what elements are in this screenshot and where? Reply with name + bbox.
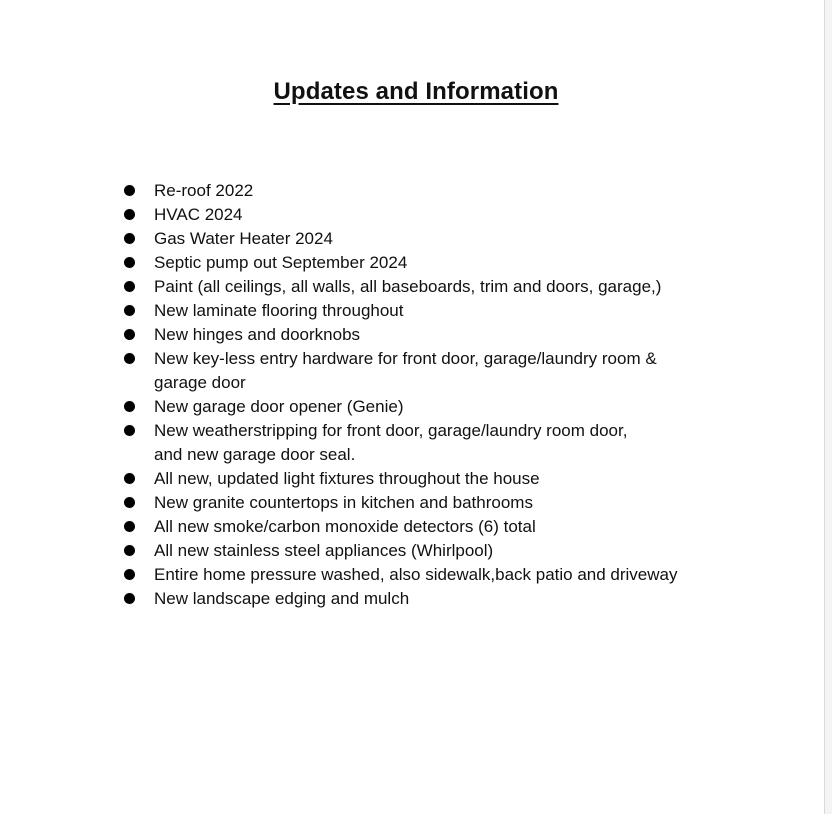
list-item-text: New garage door opener (Genie) <box>154 397 404 416</box>
bullet-icon <box>124 305 135 316</box>
list-item-text: New laminate flooring throughout <box>154 301 404 320</box>
page-edge-divider <box>824 0 832 814</box>
page-title: Updates and Information <box>273 78 559 105</box>
bullet-icon <box>124 473 135 484</box>
list-item <box>124 467 744 491</box>
list-item <box>124 587 744 611</box>
updates-list <box>124 179 744 611</box>
list-item <box>124 179 744 203</box>
list-item <box>124 347 744 395</box>
bullet-icon <box>124 569 135 580</box>
list-item <box>124 395 744 419</box>
bullet-icon <box>124 257 135 268</box>
list-item <box>124 203 744 227</box>
list-item <box>124 515 744 539</box>
list-item-text: New hinges and doorknobs <box>154 325 361 344</box>
list-item-text: All new smoke/carbon monoxide detectors (6) total <box>154 517 536 536</box>
bullet-icon <box>124 593 135 604</box>
list-item-text: Re-roof 2022 <box>154 181 254 200</box>
bullet-icon <box>124 185 135 196</box>
list-item-text: New key-less entry hardware for front door, garage/laundry room & garage door <box>154 349 657 392</box>
bullet-icon <box>124 521 135 532</box>
list-item-text: HVAC 2024 <box>154 205 243 224</box>
list-item <box>124 275 744 299</box>
list-item <box>124 491 744 515</box>
bullet-icon <box>124 281 135 292</box>
bullet-icon <box>124 545 135 556</box>
list-item-text: All new stainless steel appliances (Whirlpool) <box>154 541 494 560</box>
list-item-text: New landscape edging and mulch <box>154 589 410 608</box>
bullet-icon <box>124 425 135 436</box>
list-item-text: Entire home pressure washed, also sidewalk,back patio and driveway <box>154 565 678 584</box>
list-item-text: All new, updated light fixtures throughout the house <box>154 469 540 488</box>
list-item <box>124 419 744 467</box>
list-item <box>124 299 744 323</box>
list-item <box>124 251 744 275</box>
list-item-text: New weatherstripping for front door, garage/laundry room door, and new garage door seal. <box>154 421 628 464</box>
bullet-icon <box>124 401 135 412</box>
bullet-icon <box>124 353 135 364</box>
list-item <box>124 323 744 347</box>
bullet-icon <box>124 209 135 220</box>
list-item-text: New granite countertops in kitchen and bathrooms <box>154 493 533 512</box>
list-item <box>124 227 744 251</box>
list-item-text: Septic pump out September 2024 <box>154 253 408 272</box>
list-item <box>124 563 744 587</box>
bullet-icon <box>124 497 135 508</box>
list-item-text: Gas Water Heater 2024 <box>154 229 333 248</box>
list-item <box>124 539 744 563</box>
list-item-text: Paint (all ceilings, all walls, all baseboards, trim and doors, garage,) <box>154 277 662 296</box>
bullet-icon <box>124 233 135 244</box>
bullet-icon <box>124 329 135 340</box>
